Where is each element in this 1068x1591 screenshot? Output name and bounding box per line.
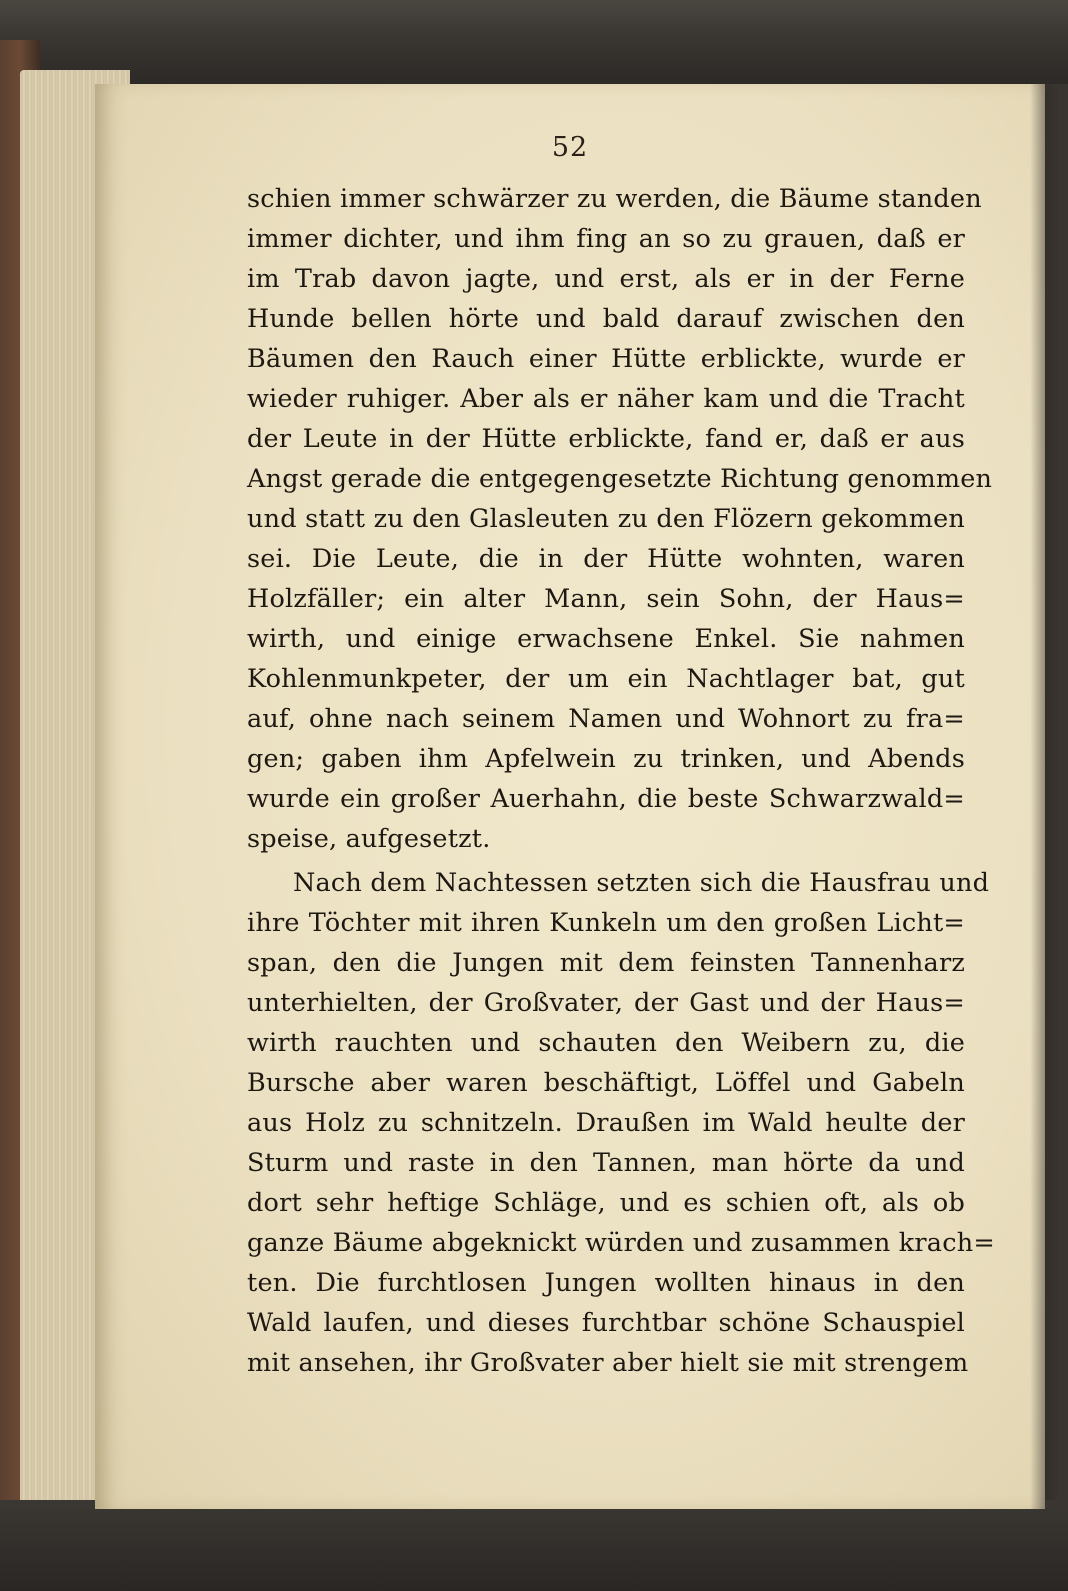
text-line: und statt zu den Glasleuten zu den Flözern gekommen	[247, 504, 965, 534]
text-line: ihre Töchter mit ihren Kunkeln um den großen Licht=	[247, 908, 965, 938]
text-line: wirth rauchten und schauten den Weibern zu, die	[247, 1028, 965, 1058]
text-line: wurde ein großer Auerhahn, die beste Schwarzwald=	[247, 784, 965, 814]
text-line: dort sehr heftige Schläge, und es schien oft, als ob	[247, 1188, 965, 1218]
book-page	[95, 84, 1045, 1509]
text-line: ganze Bäume abgeknickt würden und zusammen krach=	[247, 1228, 995, 1258]
text-line: auf, ohne nach seinem Namen und Wohnort zu fra=	[247, 704, 965, 734]
text-line: Angst gerade die entgegengesetzte Richtung genommen	[247, 464, 993, 494]
text-line: schien immer schwärzer zu werden, die Bäume standen	[247, 184, 982, 214]
text-line: Holzfäller; ein alter Mann, sein Sohn, der Haus=	[247, 584, 965, 614]
text-line: im Trab davon jagte, und erst, als er in der Ferne	[247, 264, 965, 294]
text-line: mit ansehen, ihr Großvater aber hielt sie mit strengem	[247, 1348, 969, 1378]
text-line: Bursche aber waren beschäftigt, Löffel und Gabeln	[247, 1068, 965, 1098]
text-line: Kohlenmunkpeter, der um ein Nachtlager bat, gut	[247, 664, 965, 694]
text-line: wieder ruhiger. Aber als er näher kam und die Tracht	[247, 384, 965, 414]
text-line: span, den die Jungen mit dem feinsten Tannenharz	[247, 948, 965, 978]
book-cover-top	[0, 0, 1068, 90]
text-line: ten. Die furchtlosen Jungen wollten hinaus in den	[247, 1268, 965, 1298]
text-line: speise, aufgesetzt.	[247, 824, 491, 854]
text-line: Sturm und raste in den Tannen, man hörte da und	[247, 1148, 965, 1178]
text-line: Hunde bellen hörte und bald darauf zwischen den	[247, 304, 965, 334]
text-line: Wald laufen, und dieses furchtbar schöne Schauspiel	[247, 1308, 965, 1338]
text-line: der Leute in der Hütte erblickte, fand er, daß er aus	[247, 424, 965, 454]
text-line: sei. Die Leute, die in der Hütte wohnten, waren	[247, 544, 965, 574]
text-line: unterhielten, der Großvater, der Gast und der Haus=	[247, 988, 965, 1018]
text-line: gen; gaben ihm Apfelwein zu trinken, und Abends	[247, 744, 965, 774]
text-line: aus Holz zu schnitzeln. Draußen im Wald heulte der	[247, 1108, 965, 1138]
book-cover-bottom	[0, 1500, 1068, 1591]
page-right-edge-shadow	[1030, 84, 1068, 1509]
body-text	[247, 179, 995, 1383]
page-number: 52	[551, 132, 589, 163]
text-line: immer dichter, und ihm fing an so zu grauen, daß er	[247, 224, 965, 254]
text-line: Bäumen den Rauch einer Hütte erblickte, wurde er	[247, 344, 965, 374]
text-line: wirth, und einige erwachsene Enkel. Sie nahmen	[247, 624, 965, 654]
text-line: Nach dem Nachtessen setzten sich die Hausfrau und	[293, 868, 990, 898]
